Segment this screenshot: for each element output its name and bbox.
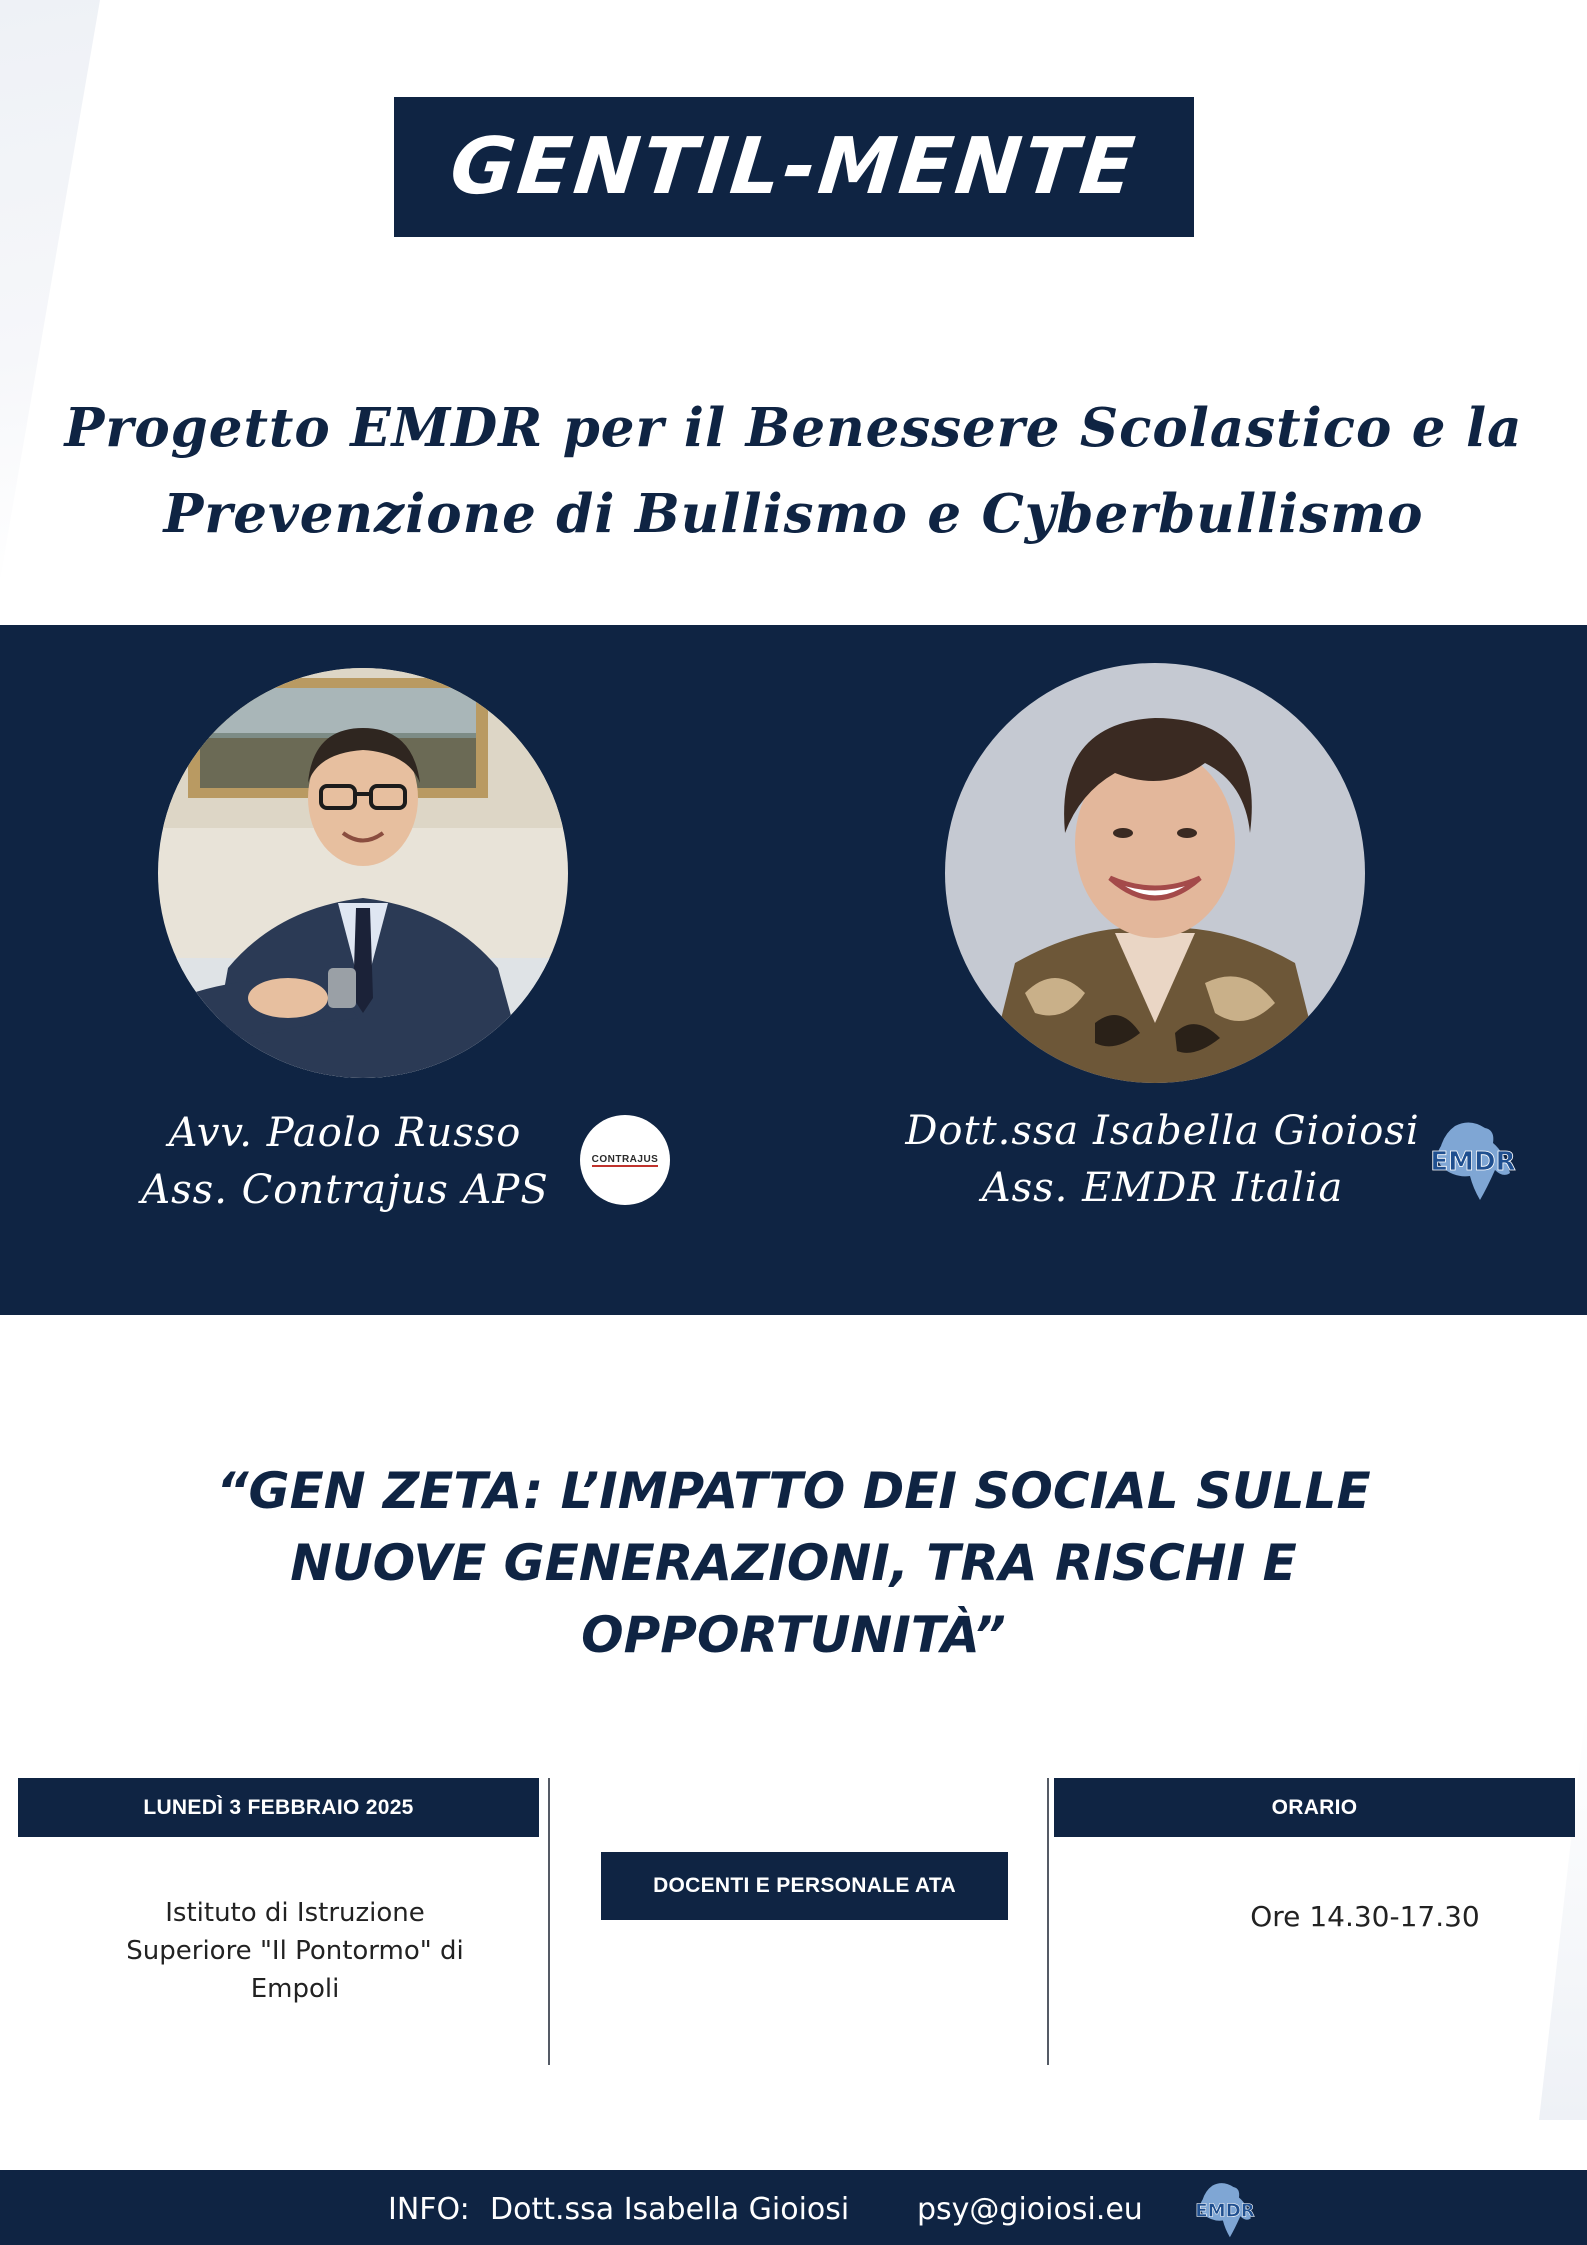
contrajus-logo-text: CONTRAJUS: [591, 1153, 659, 1165]
title-banner: [394, 97, 1194, 237]
emdr-italia-logo-icon: [1425, 1118, 1521, 1204]
audience-label-box: [601, 1852, 1008, 1920]
venue-line-3: Empoli: [250, 1974, 340, 2004]
footer-emdr-logo-icon: [1190, 2180, 1260, 2240]
headline-line-1: “GEN ZETA: L’IMPATTO DEI SOCIAL SULLE: [216, 1462, 1371, 1520]
venue-line-1: Istituto di Istruzione: [165, 1898, 425, 1928]
speaker-2-affiliation: Ass. EMDR Italia: [981, 1165, 1344, 1211]
speaker-1-affiliation: Ass. Contrajus APS: [141, 1167, 549, 1213]
footer-contact-name: Dott.ssa Isabella Gioiosi: [490, 2192, 850, 2227]
project-subtitle: [40, 385, 1547, 557]
emdr-logo-text: EMDR: [1430, 1147, 1516, 1177]
speaker-photo-paolo-russo: [158, 668, 568, 1078]
subtitle-line-2: Prevenzione di Bullismo e Cyberbullismo: [163, 483, 1424, 545]
footer-bar: [0, 2170, 1587, 2245]
speakers-section: [0, 625, 1587, 1315]
headline-line-2: NUOVE GENERAZIONI, TRA RISCHI E: [290, 1534, 1297, 1592]
column-divider-2: [1047, 1778, 1049, 2065]
speaker-2-caption: [895, 1103, 1430, 1217]
speaker-photo-isabella-gioiosi: [945, 663, 1365, 1083]
speaker-2-name: Dott.ssa Isabella Gioiosi: [905, 1108, 1420, 1154]
column-divider-1: [548, 1778, 550, 2065]
venue-info: [70, 1894, 520, 2008]
subtitle-line-1: Progetto EMDR per il Benessere Scolastico e la: [64, 397, 1523, 459]
date-label-box: [18, 1778, 539, 1837]
time-label-box: [1054, 1778, 1575, 1837]
event-audience: DOCENTI E PERSONALE ATA: [653, 1874, 956, 1897]
event-date: LUNEDÌ 3 FEBBRAIO 2025: [143, 1795, 414, 1819]
contrajus-logo-icon: [580, 1115, 670, 1205]
footer-emdr-logo-text: EMDR: [1195, 2200, 1255, 2222]
speaker-1-caption: [120, 1105, 570, 1219]
speaker-1-name: Avv. Paolo Russo: [168, 1110, 522, 1156]
footer-email[interactable]: psy@gioiosi.eu: [917, 2192, 1143, 2227]
page-title: GENTIL-MENTE: [446, 122, 1142, 212]
venue-line-2: Superiore "Il Pontormo" di: [126, 1936, 464, 1966]
headline-line-3: OPPORTUNITÀ”: [581, 1606, 1006, 1664]
time-info: [1165, 1898, 1565, 1936]
event-time: Ore 14.30-17.30: [1250, 1900, 1480, 1933]
footer-info-label: INFO:: [388, 2192, 470, 2227]
time-heading: ORARIO: [1271, 1795, 1358, 1819]
event-headline: [120, 1455, 1467, 1671]
